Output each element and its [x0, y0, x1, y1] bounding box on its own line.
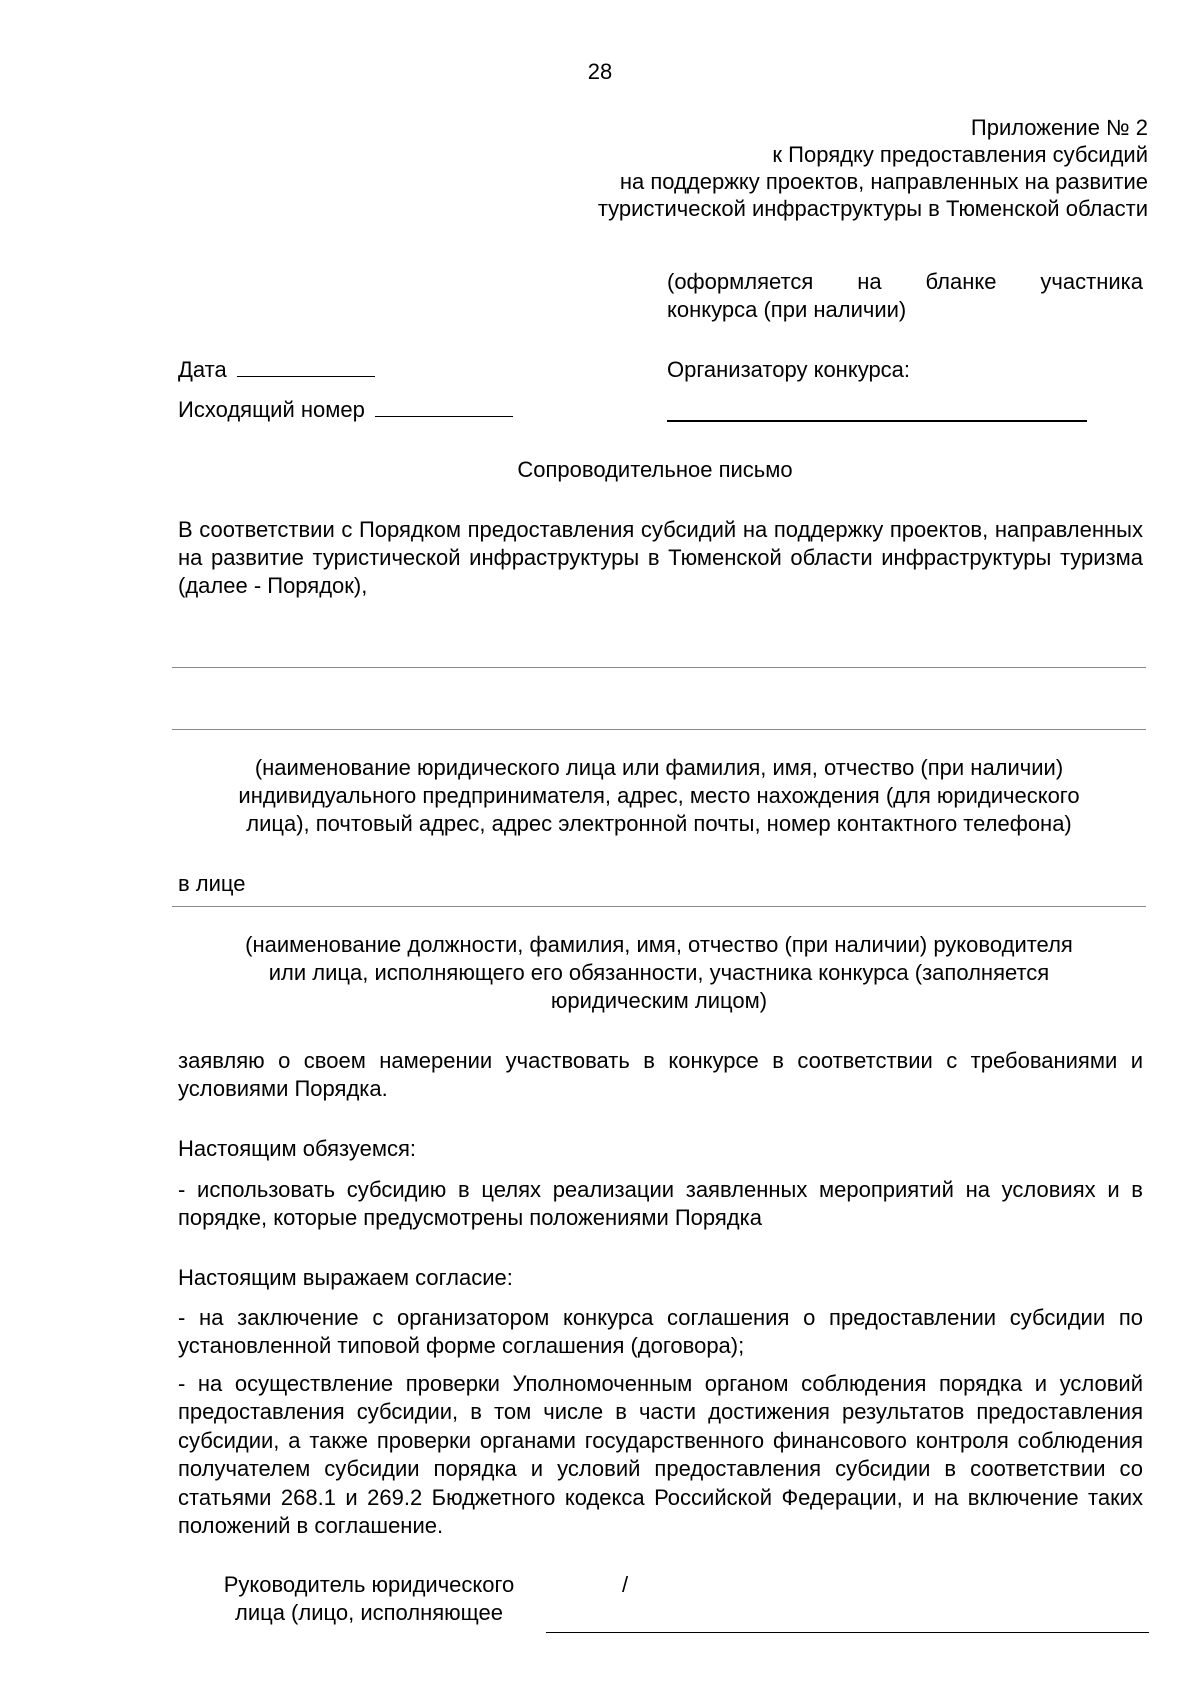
obligation-item: - использовать субсидию в целях реализации заявленных мероприятий на условиях и в порядке, которые предусмотрены положениями Порядка	[178, 1177, 1143, 1230]
intro-paragraph: В соответствии с Порядком предоставления субсидий на поддержку проектов, направленных на развитие туристической инфраструктуры в Тюменской области инфраструктуры туризма (далее - Порядок),	[178, 517, 1143, 598]
appendix-line: Приложение № 2	[970, 115, 1148, 140]
signer-label	[172, 1571, 566, 1627]
consent-item: - на осуществление проверки Уполномоченным органом соблюдения порядка и условий предоставления субсидии, в том числе в части достижения результатов предоставления субсидии, а также проверки органами государственного финансового контроля соблюдения получателем субсидии порядка и условий предоставления субсидии в соответствии со статьями 268.1 и 269.2 Бюджетного кодекса Российской Федерации, и на включение таких положений в соглашение.	[178, 1371, 1143, 1539]
consent-heading: Настоящим выражаем согласие:	[178, 1265, 513, 1290]
letterhead-note-line: конкурса (при наличии)	[667, 297, 907, 322]
in-person-label: в лице	[178, 871, 246, 896]
obligation-heading: Настоящим обязуемся:	[178, 1136, 416, 1161]
outgoing-number-fill-line[interactable]	[375, 396, 513, 417]
outgoing-number-label: Исходящий номер	[178, 397, 365, 422]
declaration-paragraph: заявляю о своем намерении участвовать в конкурсе в соответствии с требованиями и условиями Порядка.	[178, 1048, 1143, 1101]
appendix-line: на поддержку проектов, направленных на развитие	[619, 169, 1148, 194]
caption-line: юридическим лицом)	[550, 988, 768, 1013]
caption-line: (наименование юридического лица или фамилия, имя, отчество (при наличии)	[254, 755, 1064, 780]
letter-title: Сопроводительное письмо	[517, 457, 793, 482]
signature-separator: /	[622, 1572, 629, 1597]
appendix-line: к Порядку предоставления субсидий	[772, 142, 1148, 167]
organizer-label: Организатору конкурса:	[667, 357, 911, 382]
date-label: Дата	[178, 357, 227, 382]
representative-fill-line[interactable]	[172, 906, 1146, 907]
date-field-row	[178, 356, 375, 384]
representative-caption	[172, 931, 1146, 1015]
caption-line: (наименование должности, фамилия, имя, отчество (при наличии) руководителя	[245, 932, 1073, 957]
letterhead-note-line: (оформляется на бланке участника	[667, 269, 1143, 294]
letterhead-note	[667, 268, 1143, 324]
page-number: 28	[587, 59, 613, 84]
caption-line: или лица, исполняющего его обязанности, участника конкурса (заполняется	[268, 960, 1050, 985]
caption-line: лица), почтовый адрес, адрес электронной почты, номер контактного телефона)	[246, 811, 1072, 836]
applicant-fill-line[interactable]	[172, 729, 1146, 730]
consent-item: - на заключение с организатором конкурса соглашения о предоставлении субсидии по установленной типовой форме соглашения (договора);	[178, 1305, 1143, 1358]
signer-label-line: Руководитель юридического	[223, 1572, 515, 1597]
date-fill-line[interactable]	[237, 356, 375, 377]
signature-fill-line[interactable]	[546, 1632, 1149, 1633]
organizer-fill-line[interactable]	[667, 420, 1087, 422]
signer-label-line: лица (лицо, исполняющее	[234, 1600, 504, 1625]
applicant-fill-line[interactable]	[172, 667, 1146, 668]
caption-line: индивидуального предпринимателя, адрес, место нахождения (для юридического	[238, 783, 1080, 808]
outgoing-number-row	[178, 396, 513, 424]
appendix-line: туристической инфраструктуры в Тюменской области	[597, 196, 1148, 221]
applicant-caption	[172, 754, 1146, 838]
appendix-header	[598, 114, 1148, 222]
